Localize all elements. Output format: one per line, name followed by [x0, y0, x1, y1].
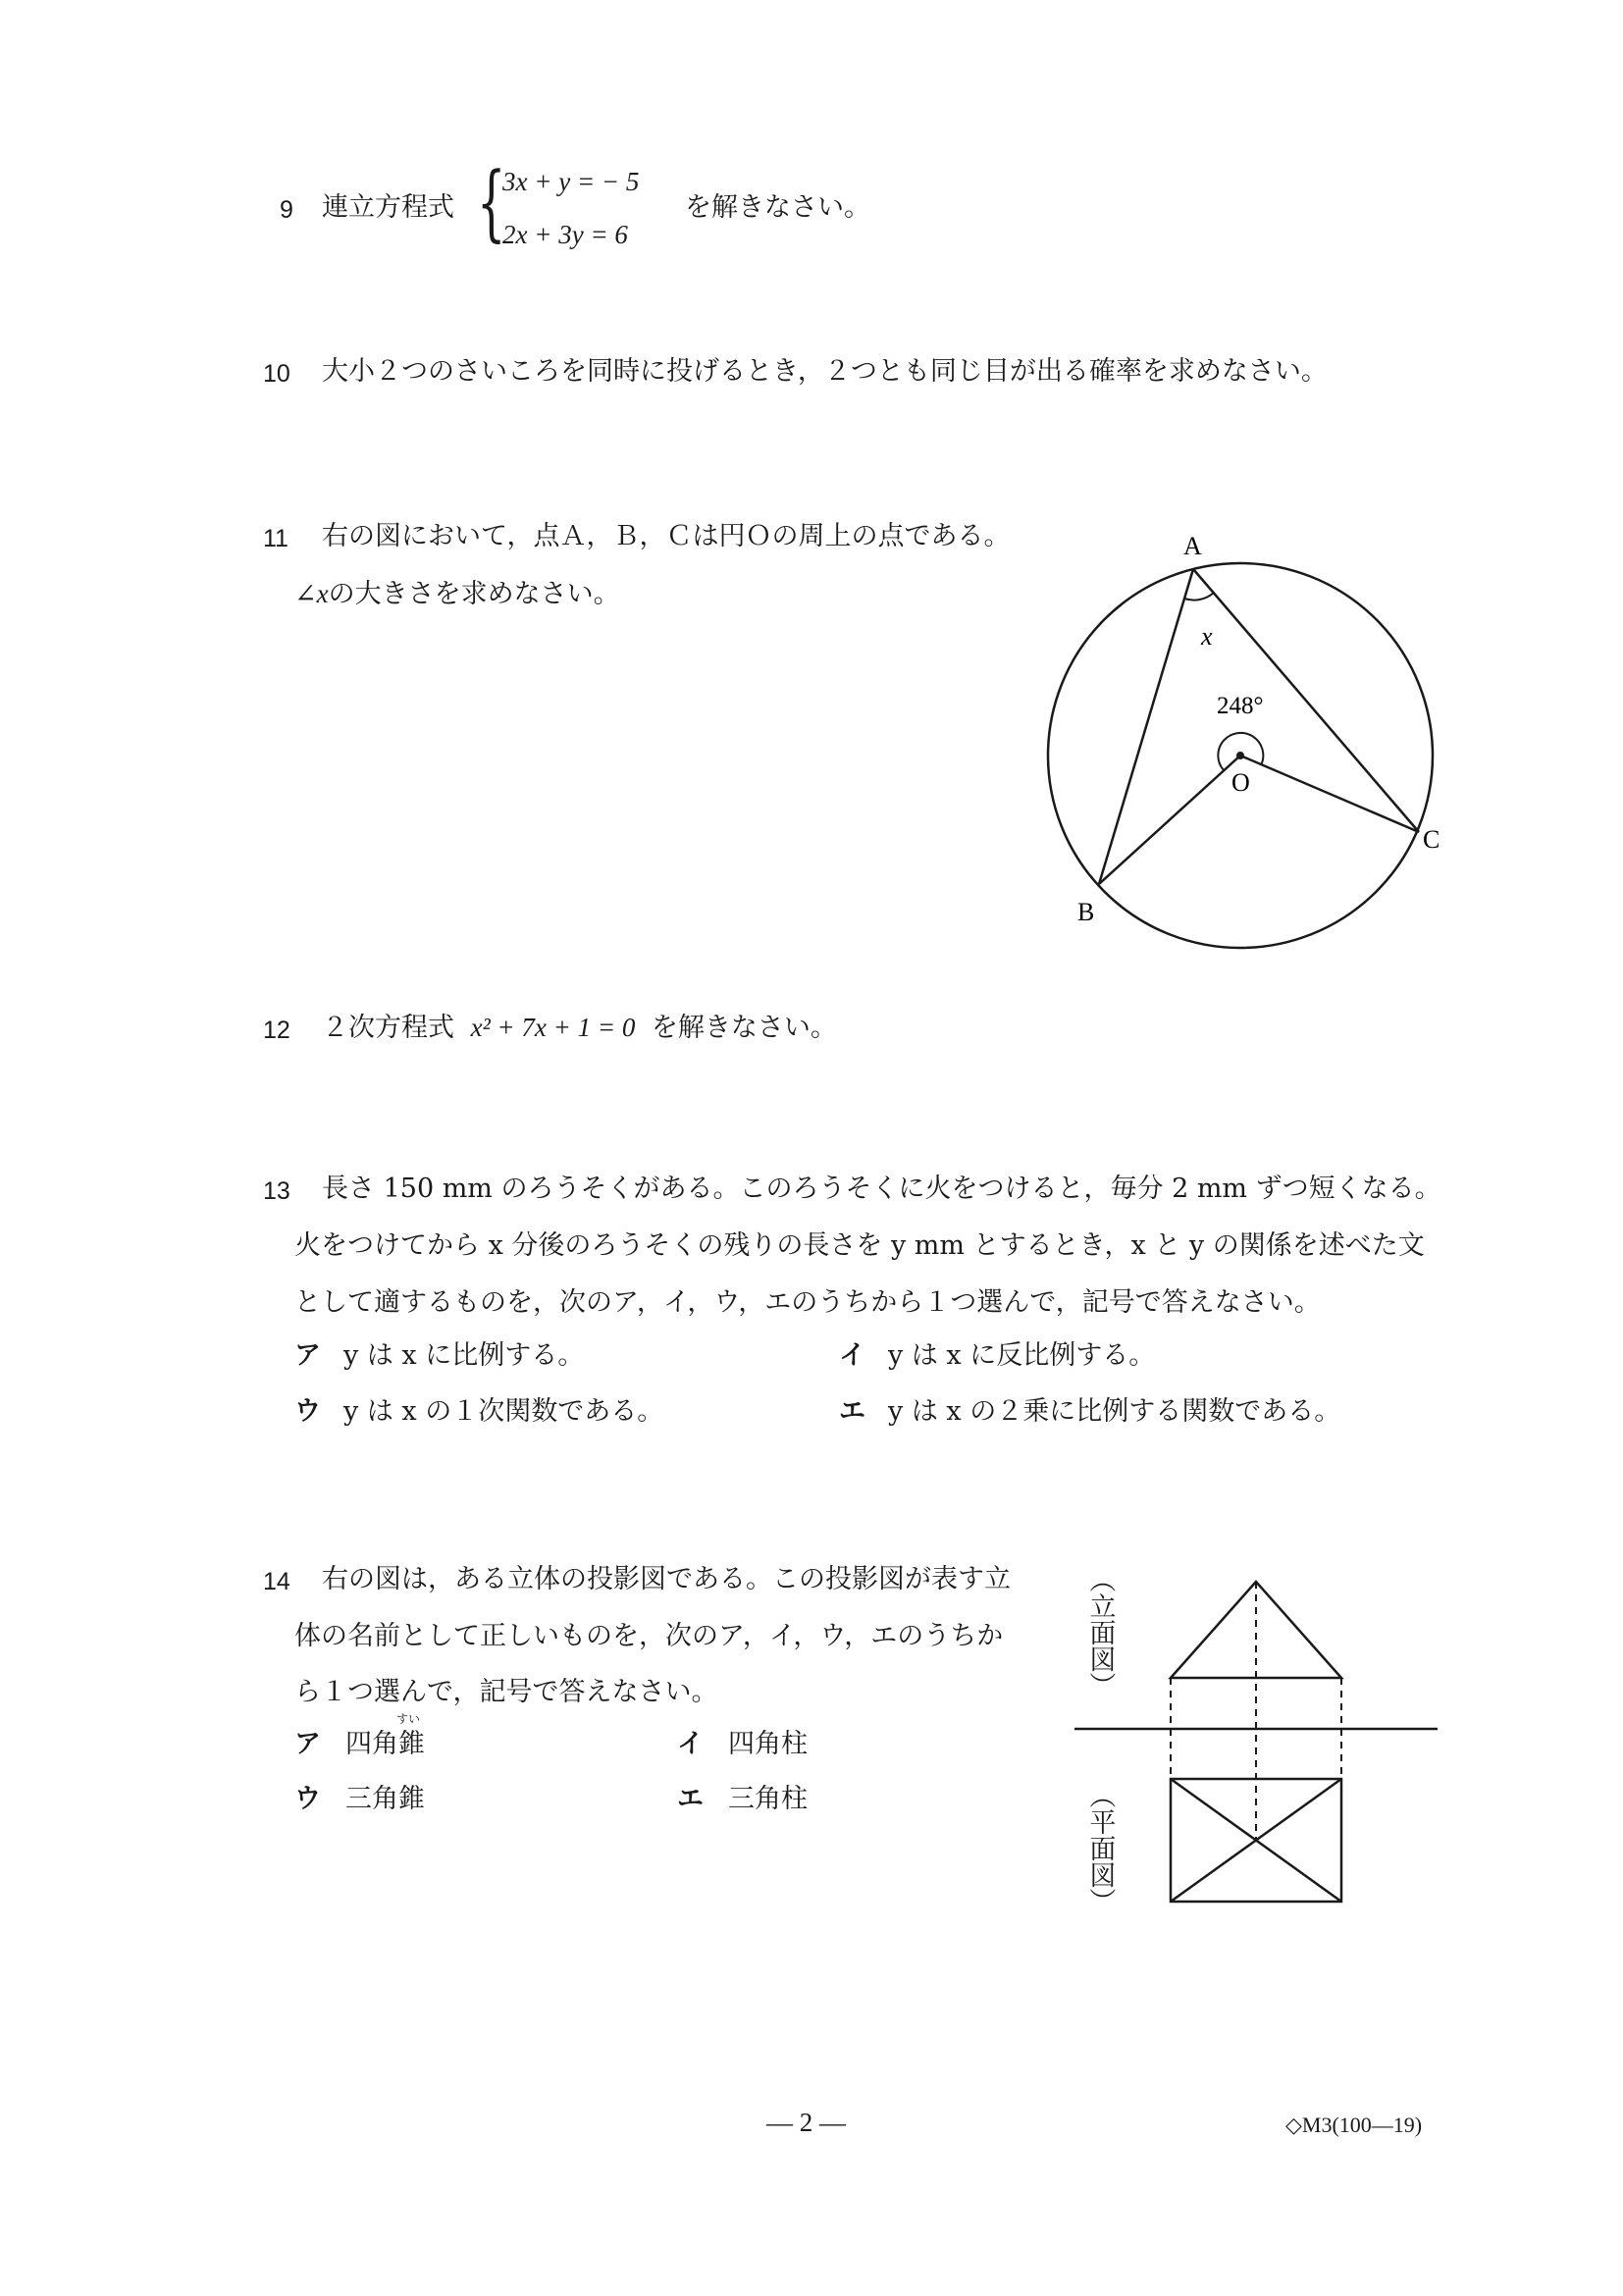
label-x: x: [1201, 622, 1213, 651]
q13-option-e-mark: エ: [839, 1396, 865, 1427]
q11-number: 11: [263, 525, 288, 552]
q14-option-i-text: 四角柱: [728, 1729, 808, 1759]
q14-option-a-mark: ア: [294, 1729, 321, 1759]
q11-angle-symbol: ∠x: [294, 579, 329, 608]
q13-text-line2: 火をつけてから x 分後のろうそくの残りの長さを y mm とするとき，x と y の関係を述べた文: [294, 1230, 1425, 1261]
center-point: [1236, 752, 1244, 759]
q13-option-i-mark: イ: [839, 1340, 865, 1371]
radius-ob: [1099, 756, 1240, 884]
q13-text-line3: として適するものを，次のア，イ，ウ，エのうちから１つ選んで，記号で答えなさい。: [294, 1287, 1321, 1318]
q11-circle-figure: [1021, 520, 1472, 952]
q9-equation-1: 3x + y = − 5: [502, 167, 640, 196]
chord-ab: [1099, 569, 1193, 884]
q14-projection-figure: [1070, 1570, 1442, 1908]
q12-prefix: ２次方程式: [322, 1013, 454, 1043]
label-a: A: [1183, 532, 1202, 560]
q9-number: 9: [280, 196, 293, 224]
q13-option-i-text: y は x に反比例する。: [888, 1340, 1156, 1371]
q13-option-a-text: y は x に比例する。: [343, 1340, 585, 1371]
label-o: O: [1231, 768, 1250, 797]
q10-number: 10: [263, 360, 290, 388]
q12-text: [322, 1015, 837, 1041]
label-c: C: [1423, 825, 1440, 854]
q14-option-u-text: 三角錐: [345, 1784, 425, 1814]
angle-x-arc: [1184, 593, 1214, 600]
q14-ruby: すい: [396, 1712, 421, 1726]
exam-code: ◇M3(100—19): [1285, 2113, 1423, 2137]
q11-text-line1: 右の図において，点Ａ，Ｂ，Ｃは円Ｏの周上の点である。: [322, 521, 1011, 551]
q14-option-u-mark: ウ: [294, 1784, 321, 1814]
q14-text-line1: 右の図は，ある立体の投影図である。この投影図が表す立: [322, 1564, 1011, 1594]
q12-equation: x² + 7x + 1 = 0: [470, 1013, 636, 1042]
q9-label: 連立方程式: [322, 192, 454, 223]
q9-equation-2: 2x + 3y = 6: [502, 220, 628, 249]
q13-text-line1: 長さ 150 mm のろうそくがある。このろうそくに火をつけると，毎分 2 mm ずつ短くなる。: [322, 1174, 1441, 1204]
q12-number: 12: [263, 1017, 290, 1044]
page-number: — 2 —: [766, 2108, 846, 2137]
q13-option-e-text: y は x の２乗に比例する関数である。: [888, 1396, 1341, 1427]
q13-number: 13: [263, 1177, 290, 1205]
q14-option-e-text: 三角柱: [728, 1784, 808, 1814]
q14-number: 14: [263, 1568, 290, 1595]
q13-option-u-mark: ウ: [294, 1396, 321, 1427]
q12-suffix: を解きなさい。: [651, 1013, 837, 1043]
q13-option-a-mark: ア: [294, 1340, 321, 1371]
q9-instruction: を解きなさい。: [685, 192, 870, 223]
q14-option-e-mark: エ: [677, 1784, 704, 1814]
q10-text: 大小２つのさいころを同時に投げるとき，２つとも同じ目が出る確率を求めなさい。: [322, 356, 1328, 387]
q13-option-u-text: y は x の１次関数である。: [343, 1396, 664, 1427]
q11-text-line2: [294, 581, 620, 607]
q9-brace: {: [477, 154, 506, 250]
q11-text-line2-rest: の大きさを求めなさい。: [328, 579, 620, 609]
q14-option-a-text: 四角錐: [345, 1729, 425, 1759]
plan-view-label: （平面図）: [1084, 1782, 1116, 1914]
q14-text-line3: ら１つ選んで，記号で答えなさい。: [294, 1677, 718, 1707]
reflex-angle-arc: [1218, 733, 1263, 770]
elevation-view-label: （立面図）: [1084, 1566, 1116, 1698]
radius-oc: [1240, 756, 1419, 832]
label-b: B: [1077, 898, 1095, 926]
q14-text-line2: 体の名前として正しいものを，次のア，イ，ウ，エのうちか: [294, 1621, 1004, 1651]
angle-248-label: 248°: [1217, 693, 1264, 719]
q14-option-i-mark: イ: [677, 1729, 704, 1759]
